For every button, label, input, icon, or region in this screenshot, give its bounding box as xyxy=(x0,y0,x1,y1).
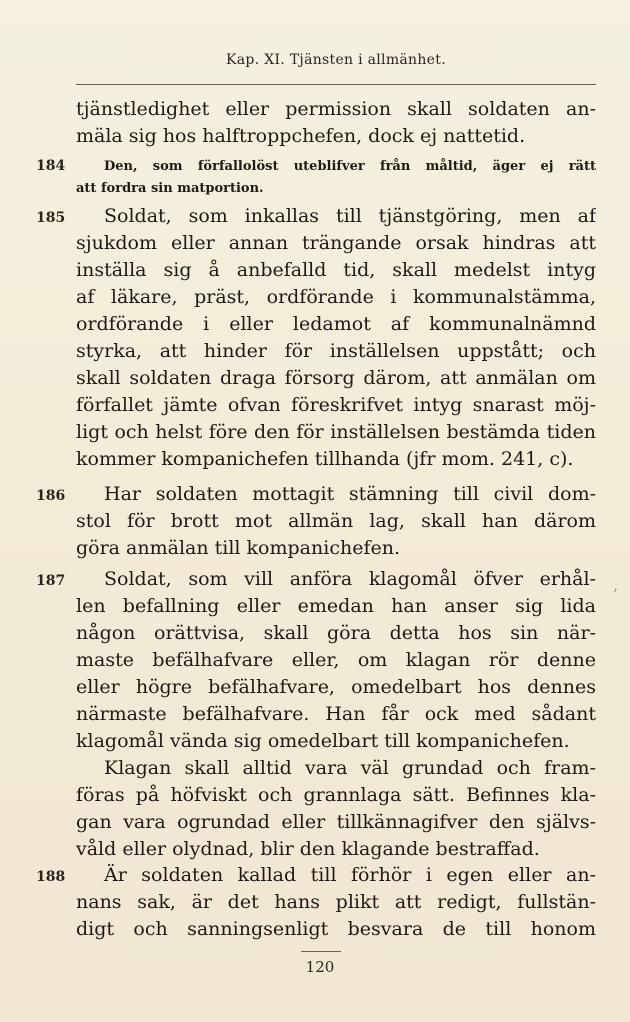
text-line: Är soldaten kallad till förhör i egen eller an- xyxy=(104,864,596,886)
text-line: ordförande i eller ledamot af kommunalnämnd xyxy=(76,313,596,335)
text-line: förfallet jämte ofvan föreskrifvet intyg snarast möj- xyxy=(76,394,596,416)
text-line: Har soldaten mottagit stämning till civil dom- xyxy=(104,483,596,505)
text-line: sjukdom eller annan trängande orsak hindras att xyxy=(76,232,596,254)
text-line: våld eller olydnad, blir den klagande bestraffad. xyxy=(76,838,540,860)
paragraph-number: 185 xyxy=(36,210,66,226)
text-line: göra anmälan till kompanichefen. xyxy=(76,537,400,559)
text-line: styrka, att hinder för inställelsen uppstått; och xyxy=(76,340,596,362)
text-line: Klagan skall alltid vara väl grundad och fram- xyxy=(104,757,596,779)
text-line: inställa sig å anbefalld tid, skall medelst intyg xyxy=(76,259,596,281)
text-line: ligt och helst före den för inställelsen bestämda tiden xyxy=(76,421,596,443)
text-line: eller högre befälhafvare, omedelbart hos dennes xyxy=(76,676,596,698)
text-line: klagomål vända sig omedelbart till kompanichefen. xyxy=(76,730,570,752)
text-line: skall soldaten draga försorg därom, att anmälan om xyxy=(76,367,596,389)
text-line: maste befälhafvare eller, om klagan rör denne xyxy=(76,649,596,671)
text-line: gan vara ogrundad eller tillkännagifver den självs- xyxy=(76,811,596,833)
text-line: af läkare, präst, ordförande i kommunalstämma, xyxy=(76,286,596,308)
text-line: len befallning eller emedan han anser sig lida xyxy=(76,595,596,617)
margin-mark: , xyxy=(613,578,618,594)
footer-rule xyxy=(301,951,341,952)
paragraph-number: 188 xyxy=(36,869,66,885)
text-line: tjänstledighet eller permission skall soldaten an- xyxy=(76,98,596,120)
running-header: Kap. XI. Tjänsten i allmänhet. xyxy=(226,52,446,68)
text-line: Soldat, som vill anföra klagomål öfver erhål- xyxy=(104,568,596,590)
text-line: mäla sig hos halftroppchefen, dock ej nattetid. xyxy=(76,125,526,147)
text-line: nans sak, är det hans plikt att redigt, fullstän- xyxy=(76,891,596,913)
text-line: stol för brott mot allmän lag, skall han därom xyxy=(76,510,596,532)
text-line: någon orättvisa, skall göra detta hos sin när- xyxy=(76,622,596,644)
header-rule xyxy=(76,84,596,85)
text-line: att fordra sin matportion. xyxy=(76,181,264,196)
page-number: 120 xyxy=(305,958,335,976)
paragraph-number: 184 xyxy=(36,158,66,174)
text-line: kommer kompanichefen tillhanda (jfr mom. 241, c). xyxy=(76,448,574,470)
paragraph-number: 187 xyxy=(36,573,66,589)
paragraph-number: 186 xyxy=(36,488,66,504)
text-line: föras på höfviskt och grannlaga sätt. Befinnes kla- xyxy=(76,784,596,806)
text-line: närmaste befälhafvare. Han får ock med sådant xyxy=(76,703,596,725)
text-line: digt och sanningsenligt besvara de till honom xyxy=(76,918,596,940)
text-line: Den, som förfallolöst uteblifver från måltid, äger ej rätt xyxy=(104,159,596,174)
text-line: Soldat, som inkallas till tjänstgöring, men af xyxy=(104,205,596,227)
